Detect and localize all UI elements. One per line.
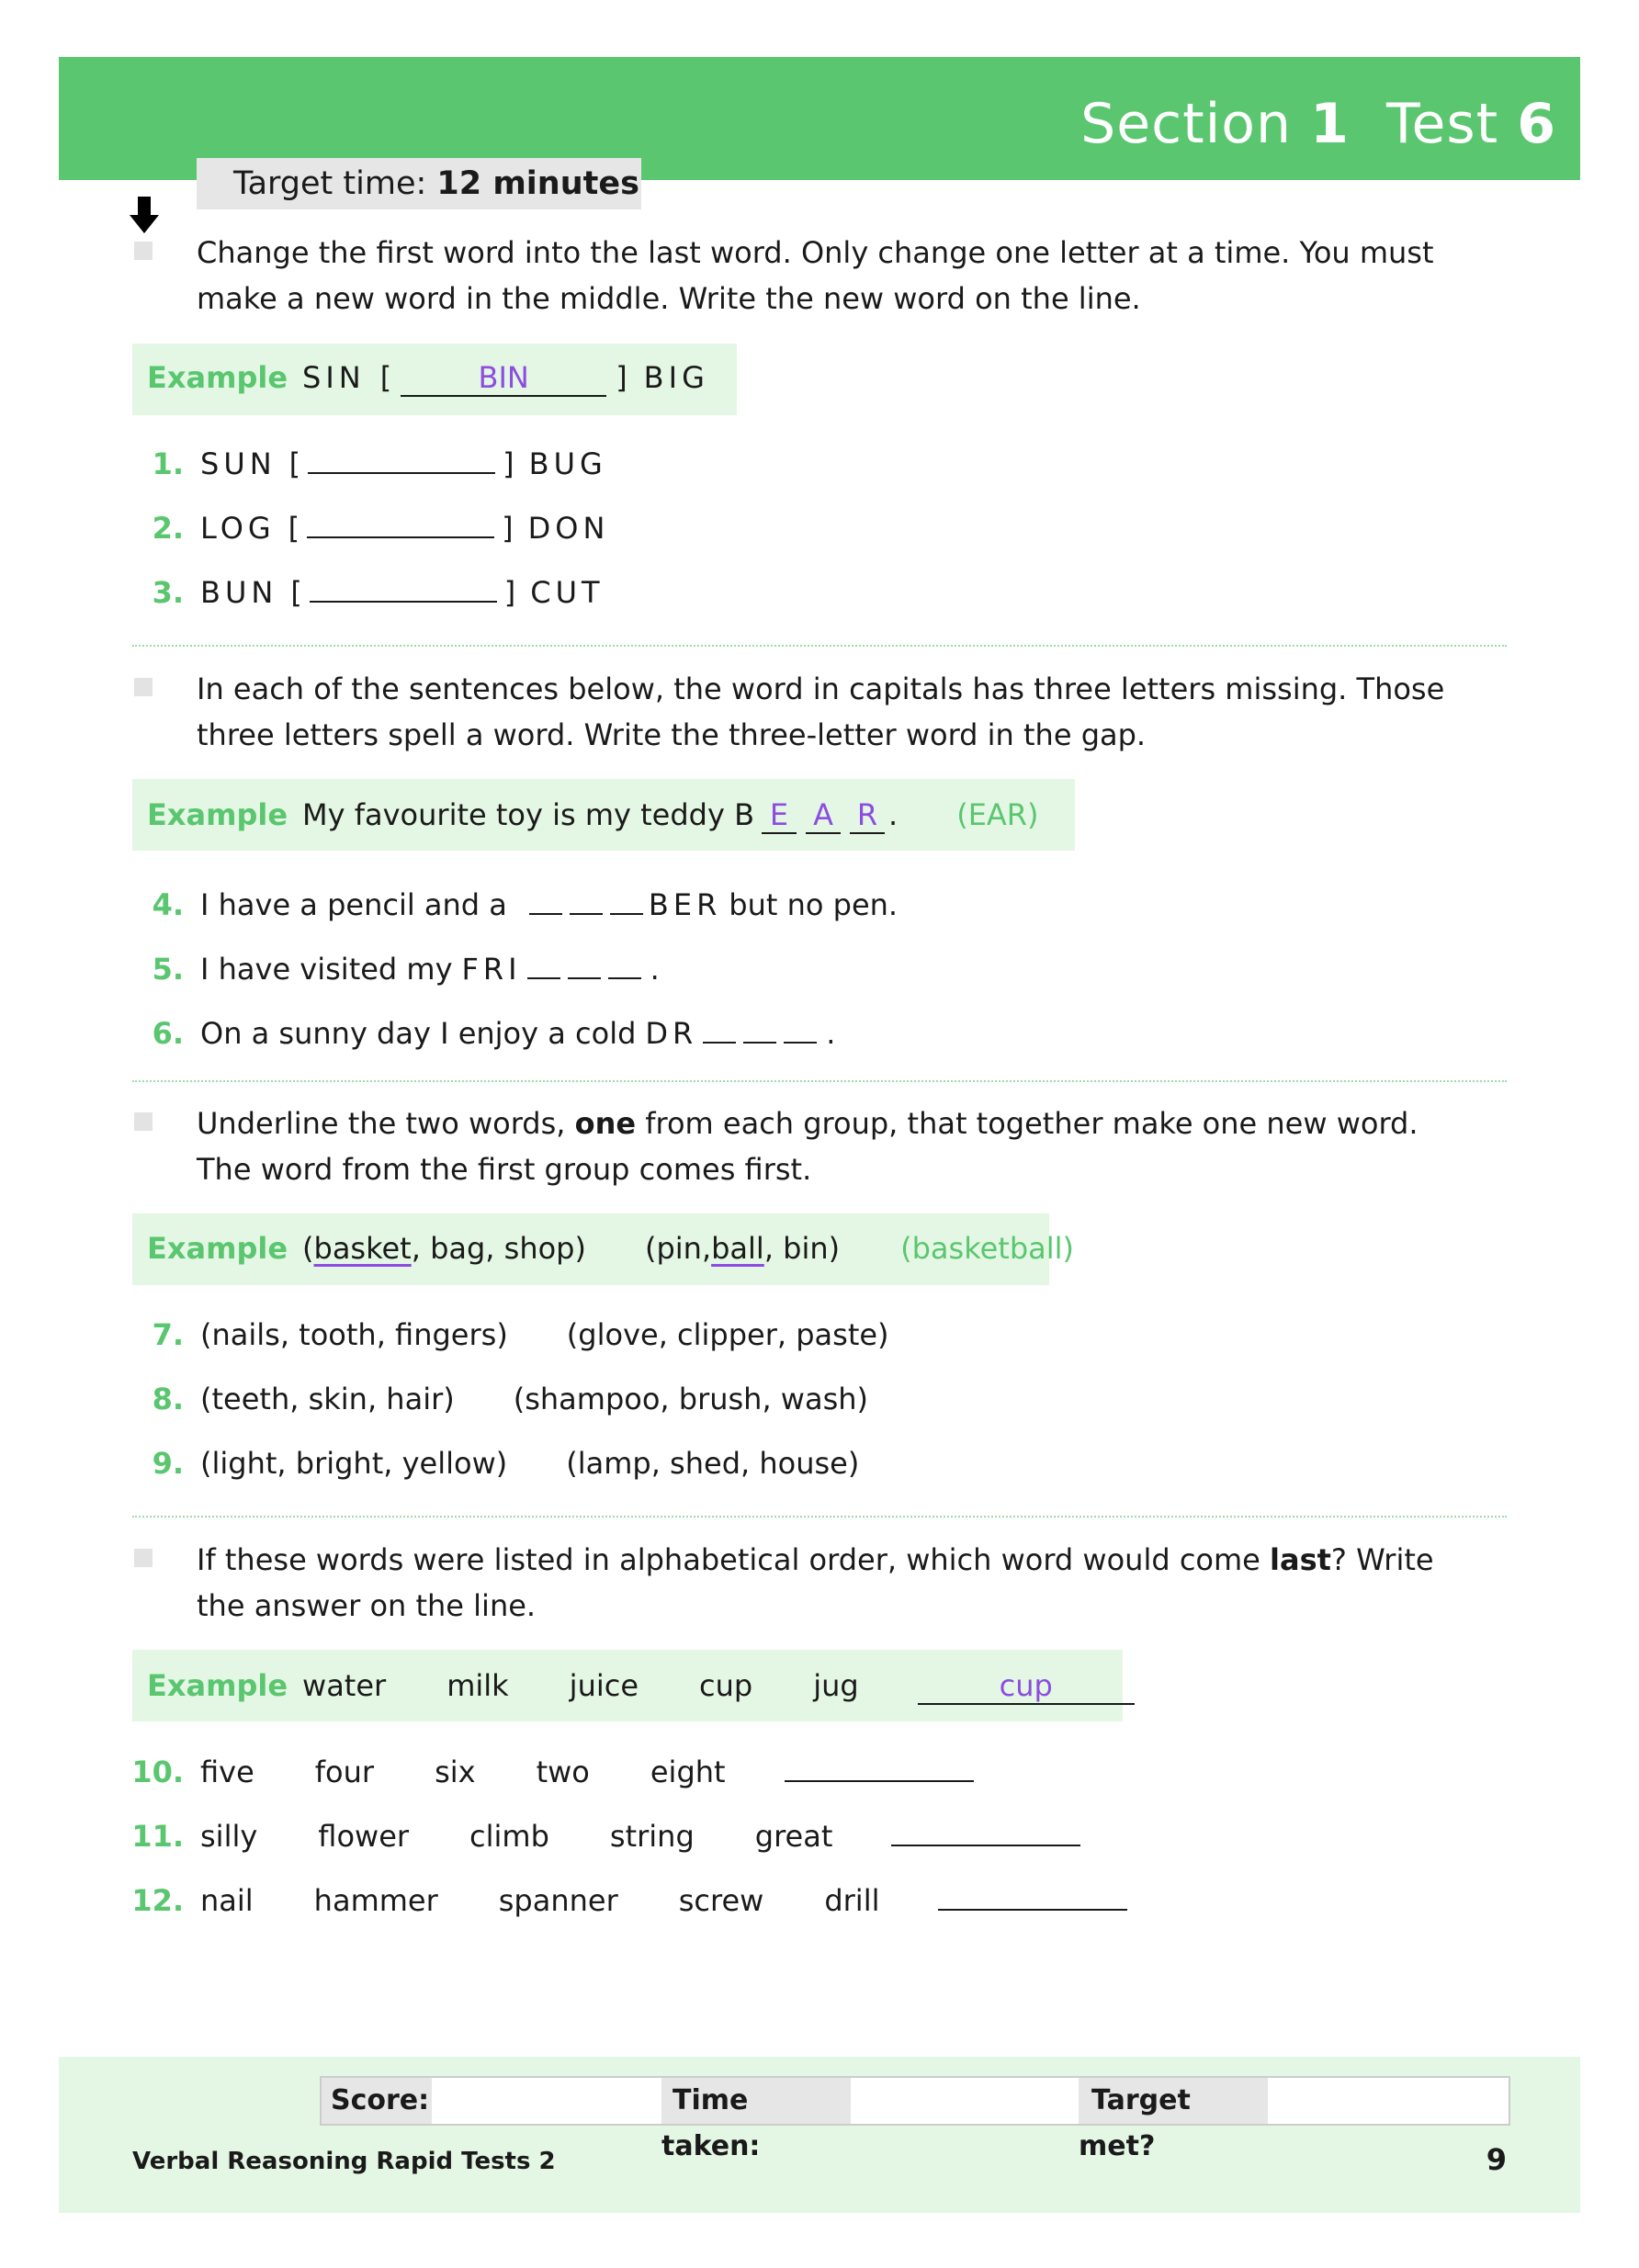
score-label: Score: [322,2078,432,2124]
bullet-square [134,1549,153,1567]
instruction-1: Change the first word into the last word. Only change one letter at a time. You must make a new word in the middle. Write the new word on the line. [197,235,1434,316]
question-7: 7. (nails, tooth, fingers) (glove, clipper, paste) [152,1317,889,1352]
example-answer: BIN [478,360,529,395]
letter-gap[interactable] [703,1014,736,1044]
example-1: Example SIN [ BIN ] BIG [147,360,709,395]
answer-line-3[interactable] [310,573,497,603]
divider [132,1080,1507,1082]
example-answer: cup [999,1668,1053,1703]
word-group-1[interactable]: (nails, tooth, fingers) [200,1317,508,1352]
answer-line-1[interactable] [308,445,495,474]
question-12: 12. nail hammer spanner screw drill [129,1881,1127,1918]
letter-gap[interactable] [568,950,601,979]
example-answer: (EAR) [956,797,1039,832]
answer-line-12[interactable] [938,1881,1127,1911]
page-title: Section 1 Test 6 [1080,92,1556,156]
letter-gap[interactable] [743,1014,776,1044]
answer-line-10[interactable] [785,1753,974,1782]
bullet-square [134,678,153,696]
letter-gap[interactable] [529,886,562,915]
bullet-square [134,1112,153,1131]
letter-gap[interactable] [570,886,603,915]
score-bar [320,2076,1510,2162]
divider [132,1516,1507,1518]
question-5: 5. I have visited my FRI . [152,952,660,987]
bullet-square [134,242,153,260]
book-title: Verbal Reasoning Rapid Tests 2 [132,2148,556,2175]
word-group-2[interactable]: (lamp, shed, house) [566,1446,860,1481]
letter-gap[interactable] [784,1014,817,1044]
question-2: 2. LOG [ ] DON [152,511,610,546]
question-8: 8. (teeth, skin, hair) (shampoo, brush, wash) [152,1382,869,1416]
time-taken-field[interactable] [853,2078,1069,2124]
word-group-2[interactable]: (shampoo, brush, wash) [513,1382,869,1416]
target-time-tab: Target time: 12 minutes [197,158,641,209]
page-number: 9 [1486,2142,1507,2177]
question-1: 1. SUN [ ] BUG [152,446,607,481]
question-6: 6. On a sunny day I enjoy a cold DR . [152,1016,836,1051]
question-10: 10. five four six two eight [129,1753,974,1789]
time-taken-label: Time taken: [661,2078,851,2124]
answer-line-11[interactable] [891,1817,1080,1846]
answer-line-2[interactable] [307,509,494,538]
word-group-1[interactable]: (light, bright, yellow) [200,1446,508,1481]
divider [132,645,1507,647]
word-group-2[interactable]: (glove, clipper, paste) [566,1317,889,1352]
instruction-3: Underline the two words, one from each group, that together make one new word. The word from the first group comes first. [197,1106,1419,1187]
letter-gap[interactable] [527,950,560,979]
question-9: 9. (light, bright, yellow) (lamp, shed, house) [152,1446,860,1481]
example-4: Example water milk juice cup jug cup [147,1668,1135,1705]
instruction-4: If these words were listed in alphabetical order, which word would come last? Write the answer on the line. [197,1542,1434,1623]
target-met-field[interactable] [1270,2078,1507,2124]
question-11: 11. silly flower climb string great [129,1817,1080,1854]
score-field[interactable] [434,2078,652,2124]
example-2: Example My favourite toy is my teddy B E A R . (EAR) [147,797,1039,832]
down-arrow-icon [129,195,160,239]
question-4: 4. I have a pencil and a BER but no pen. [152,887,899,922]
instruction-2: In each of the sentences below, the word in capitals has three letters missing. Those three letters spell a word. Write the three-letter word in the gap. [197,671,1445,752]
word-group-1[interactable]: (teeth, skin, hair) [200,1382,455,1416]
letter-gap[interactable] [608,950,641,979]
example-answer: (basketball) [900,1231,1075,1266]
target-met-label: Target met? [1079,2078,1268,2124]
letter-gap[interactable] [610,886,643,915]
question-3: 3. BUN [ ] CUT [152,575,605,610]
example-3: Example ( basket , bag, shop) (pin, ball , bin) (basketball) [147,1231,1075,1266]
